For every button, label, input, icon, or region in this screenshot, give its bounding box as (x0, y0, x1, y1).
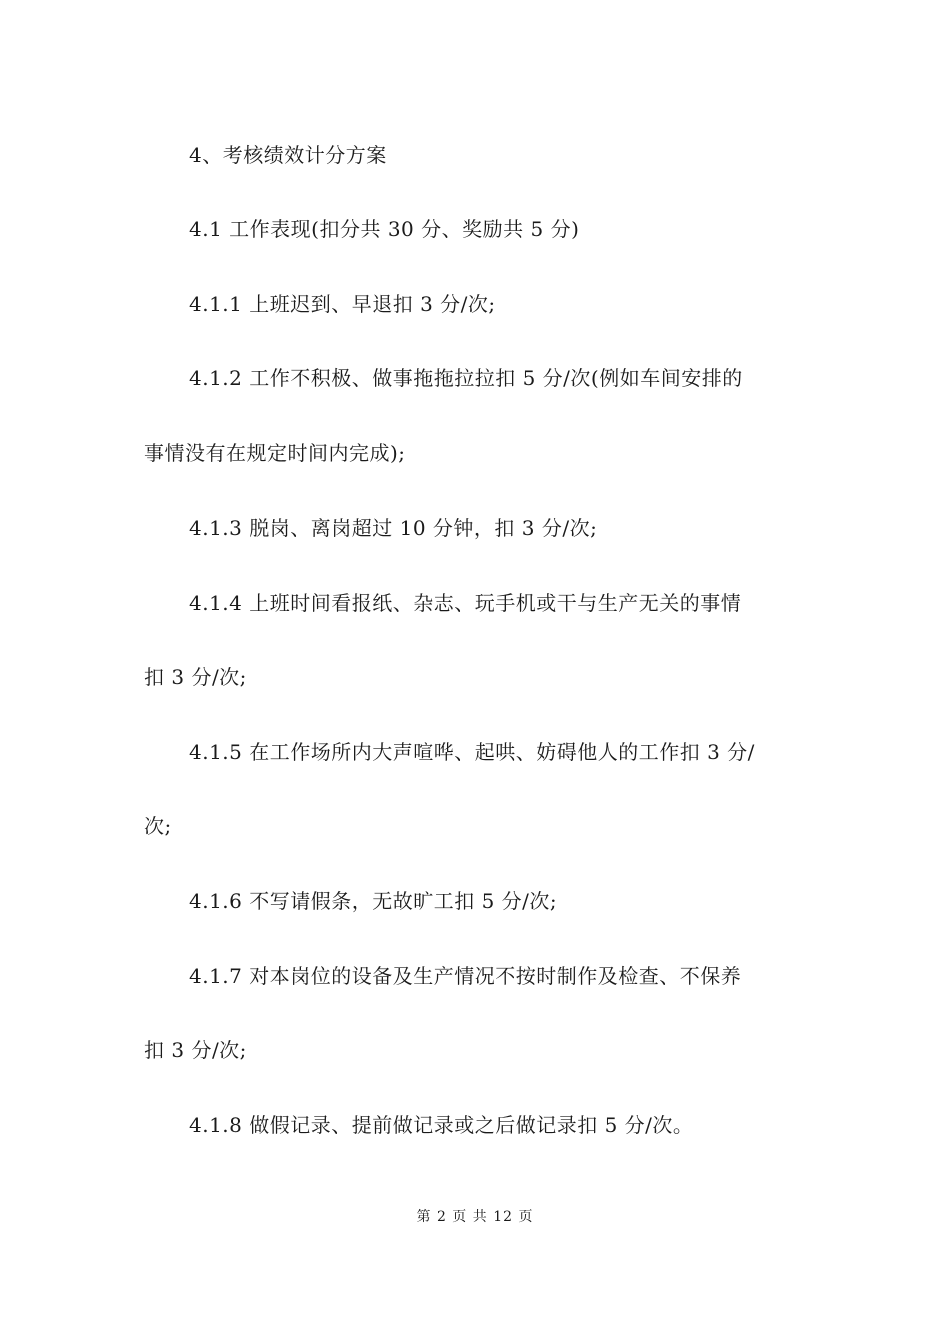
rule-item-4-1-5: 4.1.5 在工作场所内大声喧哗、起哄、妨碍他人的工作扣 3 分/ (189, 740, 755, 764)
page-number-footer: 第 2 页 共 12 页 (416, 1209, 534, 1225)
rule-item-4-1-8: 4.1.8 做假记录、提前做记录或之后做记录扣 5 分/次。 (189, 1113, 694, 1137)
rule-item-4-1-7: 4.1.7 对本岗位的设备及生产情况不按时制作及检查、不保养 (189, 964, 742, 988)
rule-item-4-1-3: 4.1.3 脱岗、离岗超过 10 分钟，扣 3 分/次; (189, 516, 598, 540)
rule-item-4-1-1: 4.1.1 上班迟到、早退扣 3 分/次; (189, 292, 496, 316)
subsection-heading: 4.1 工作表现(扣分共 30 分、奖励共 5 分) (189, 217, 580, 241)
rule-item-4-1-2-continued: 事情没有在规定时间内完成); (144, 441, 406, 465)
section-heading: 4、考核绩效计分方案 (189, 143, 387, 167)
rule-item-4-1-4: 4.1.4 上班时间看报纸、杂志、玩手机或干与生产无关的事情 (189, 591, 742, 615)
rule-item-4-1-4-continued: 扣 3 分/次; (144, 665, 247, 689)
rule-item-4-1-7-continued: 扣 3 分/次; (144, 1038, 247, 1062)
rule-item-4-1-2: 4.1.2 工作不积极、做事拖拖拉拉扣 5 分/次(例如车间安排的 (189, 366, 743, 390)
rule-item-4-1-5-continued: 次; (144, 814, 172, 838)
rule-item-4-1-6: 4.1.6 不写请假条，无故旷工扣 5 分/次; (189, 889, 558, 913)
